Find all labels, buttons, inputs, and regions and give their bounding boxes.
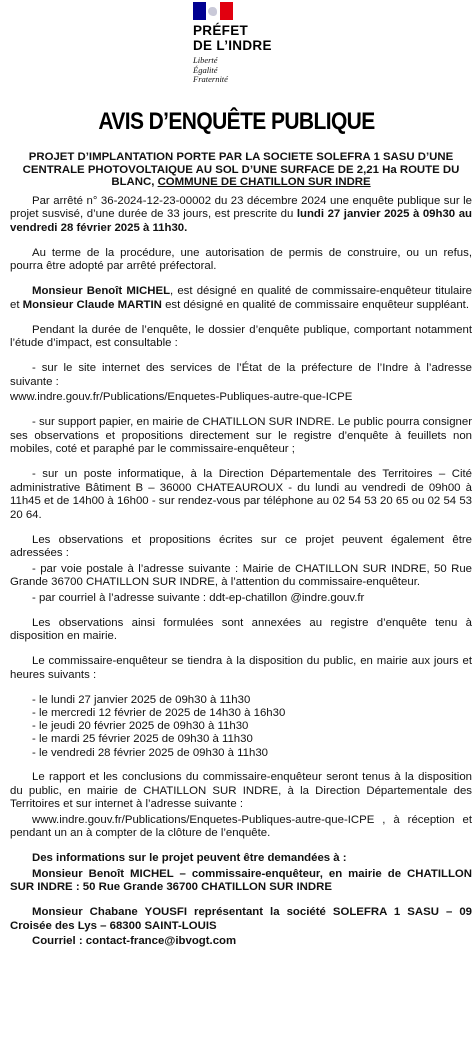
list-item: - le jeudi 20 février 2025 de 09h30 à 11h30 [32, 720, 249, 733]
tiendra-paragraph: Le commissaire-enquêteur se tiendra à la disposition du public, en mairie aux jours et heures suivants : [10, 655, 472, 681]
chabane-contact: Monsieur Chabane YOUSFI représentant la société SOLEFRA 1 SASU – 09 Croisée des Lys – 68300 SAINT-LOUIS [10, 906, 472, 932]
list-item: - le mercredi 12 février de 2025 de 14h30 à 16h30 [32, 706, 286, 719]
motto-liberte: Liberté [193, 55, 218, 65]
project-subtitle [10, 151, 472, 189]
infos-commissaire: Monsieur Benoît MICHEL – commissaire-enquêteur, en mairie de CHATILLON SUR INDRE : 50 Rue Grande 36700 CHATILLON SUR INDRE [10, 867, 472, 894]
republic-motto [193, 56, 228, 85]
motto-egalite: Égalité [193, 64, 218, 75]
prefet-line2: DE L’INDRE [193, 38, 272, 53]
papier-paragraph: - sur support papier, en mairie de CHATILLON SUR INDRE. Le public pourra consigner ses observations et propositions directement sur le registre d’enquête à feuillets non mobiles, coté et paraphé par le commissaire-enquêteur ; [10, 416, 472, 455]
pendant-paragraph: Pendant la durée de l’enquête, le dossier d’enquête publique, comportant notamment l’étude d’impact, est consultable : [10, 323, 472, 349]
page-title: AVIS D’ENQUÊTE PUBLIQUE [98, 108, 375, 135]
observations-courriel: - par courriel à l’adresse suivante : ddt-ep-chatillon @indre.gouv.fr [32, 591, 365, 604]
prefet-logo-text [193, 23, 272, 53]
marianne-flag-logo [193, 2, 233, 20]
site-internet-paragraph: - sur le site internet des services de l’État de la préfecture de l’Indre à l’adresse suivante : [10, 362, 472, 388]
motto-fraternite: Fraternité [193, 74, 228, 84]
prefet-line1: PRÉFET [193, 23, 249, 38]
rapport-paragraph: Le rapport et les conclusions du commissaire-enquêteur seront tenus à la disposition du public, en mairie de CHATILLON SUR INDRE, à la Direction Départementale des Territoires et sur internet à l’adresse suivante : [10, 771, 472, 811]
commissaire-text-2: est désigné en qualité de commissaire enquêteur suppléant. [161, 298, 470, 311]
observations-intro: Les observations et propositions écrites sur ce projet peuvent également être adressées : [10, 533, 472, 559]
arrete-dates: lundi 27 janvier 2025 à 09h30 au vendredi 28 février 2025 à 11h30. [10, 208, 472, 234]
list-item: - le mardi 25 février 2025 de 09h30 à 11h30 [32, 733, 253, 746]
site-internet-url[interactable]: www.indre.gouv.fr/Publications/Enquetes-Publiques-autre-que-ICPE [10, 391, 353, 403]
commissaire-paragraph [10, 285, 472, 312]
subtitle-commune: COMMUNE DE CHATILLON SUR INDRE [157, 176, 371, 188]
list-item: - le vendredi 28 février 2025 de 09h30 à 11h30 [32, 746, 268, 759]
terme-paragraph: Au terme de la procédure, une autorisation de permis de construire, ou un refus, pourra être adopté par arrêté préfectoral. [10, 246, 472, 272]
subtitle-text: PROJET D’IMPLANTATION PORTE PAR LA SOCIETE SOLEFRA 1 SASU D’UNE CENTRALE PHOTOVOLTAIQUE AU SOL D’UNE SURFACE DE 2,21 Ha ROUTE DU BLANC, [22, 151, 460, 188]
poste-paragraph: - sur un poste informatique, à la Direction Départementale des Territoires – Cité administrative Bâtiment B – 36000 CHATEAUROUX - du lundi au vendredi de 09h00 à 11h45 et de 14h00 à 16h00 - sur rendez-vous par téléphone au 02 54 53 20 65 ou 02 54 53 20 64. [10, 468, 472, 521]
commissaire-suppleant-name: Monsieur Claude MARTIN [22, 298, 162, 311]
commissaire-text-1: , est désigné en qualité de commissaire-enquêteur titulaire et [10, 285, 472, 311]
permanences-list [10, 694, 472, 760]
notice-body [10, 151, 472, 960]
observations-postale: - par voie postale à l’adresse suivante : Mairie de CHATILLON SUR INDRE, 50 Rue Grande 36700 CHATILLON SUR INDRE, à l’attention du commissaire-enquêteur. [10, 562, 472, 588]
arrete-text: Par arrêté n° 36-2024-12-23-00002 du 23 décembre 2024 une enquête publique sur le projet susvisé, d’une durée de 33 jours, est prescrite du [10, 194, 472, 220]
annexees-paragraph: Les observations ainsi formulées sont annexées au registre d’enquête tenu à disposition en mairie. [10, 616, 472, 642]
header [0, 0, 473, 100]
commissaire-titulaire-name: Monsieur Benoît MICHEL [32, 285, 171, 297]
arrete-paragraph [10, 195, 472, 236]
contact-email: Courriel : contact-france@ibvogt.com [32, 935, 237, 948]
infos-heading: Des informations sur le projet peuvent être demandées à : [32, 852, 347, 865]
rapport-url: www.indre.gouv.fr/Publications/Enquetes-Publiques-autre-que-ICPE , à réception et pendant un an à compter de la clôture de l’enquête. [10, 813, 472, 840]
list-item: - le lundi 27 janvier 2025 de 09h30 à 11h30 [32, 693, 251, 706]
